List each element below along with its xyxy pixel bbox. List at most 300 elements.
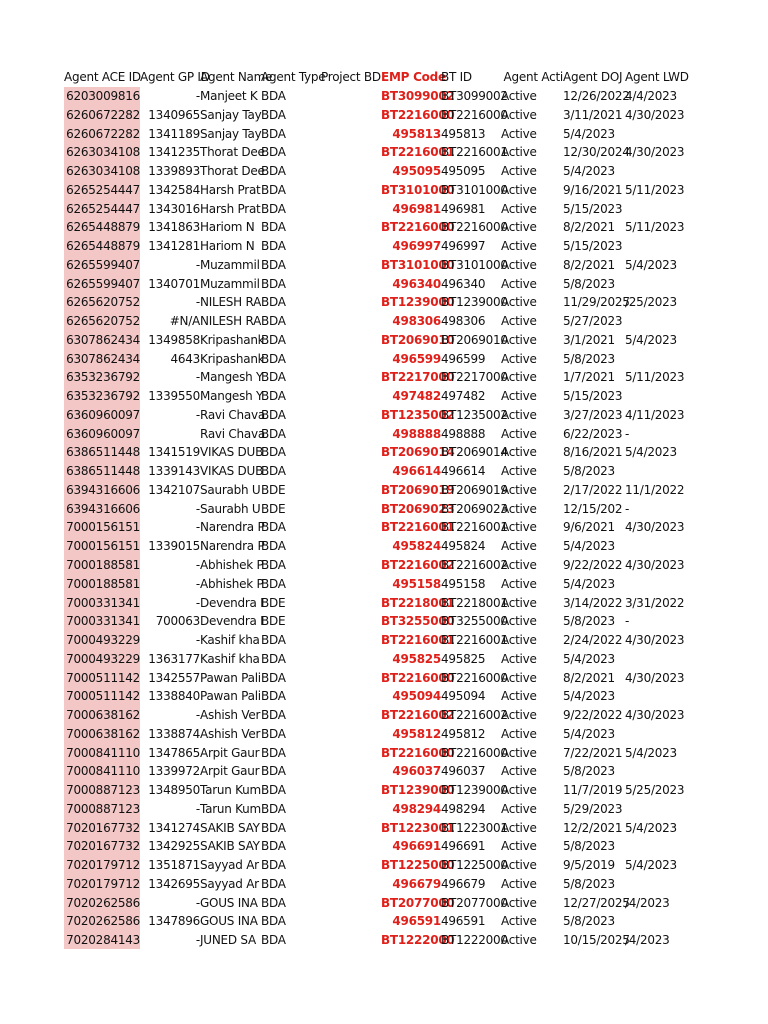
table-row <box>0 556 768 575</box>
cell-emp-code: BT2217000 <box>381 370 455 385</box>
cell-agent-type: BDA <box>261 107 286 122</box>
header-agent-ace-id: Agent ACE ID <box>64 70 141 84</box>
cell-agent-active: Active <box>501 145 537 160</box>
cell-bt-id: BT1225000 <box>441 858 508 873</box>
cell-agent-gp-id: - <box>195 595 200 610</box>
table-row <box>0 387 768 406</box>
cell-emp-code: BT2216000 <box>381 107 455 122</box>
cell-agent-active: Active <box>501 801 537 816</box>
table-row <box>0 612 768 631</box>
cell-agent-lwd <box>625 650 689 669</box>
cell-agent-doj: 5/8/2023 <box>563 839 615 854</box>
cell-agent-name: VIKAS DUB <box>200 464 264 479</box>
cell-agent-doj: 12/27/2025 <box>563 895 630 910</box>
cell-agent-name: Pawan Pali <box>200 689 261 704</box>
header-row <box>0 68 768 87</box>
cell-agent-doj: 5/4/2023 <box>563 726 615 741</box>
table-row <box>0 894 768 913</box>
cell-agent-gp-id: 1341235 <box>148 145 200 160</box>
cell-agent-doj: 3/11/2021 <box>563 107 623 122</box>
cell-agent-gp-id: 1340965 <box>148 107 200 122</box>
cell-agent-active: Active <box>501 482 537 497</box>
table-row <box>0 819 768 838</box>
cell-agent-active: Active <box>501 576 537 591</box>
cell-agent-name: Saurabh U <box>200 482 261 497</box>
cell-agent-ace-id: 6360960097 <box>66 407 140 422</box>
cell-bt-id: 498306 <box>441 314 486 329</box>
cell-agent-name: Mangesh Y <box>200 370 264 385</box>
cell-emp-code: 496599 <box>392 351 441 366</box>
cell-emp-code: 495094 <box>392 689 441 704</box>
cell-emp-code: 495812 <box>392 726 441 741</box>
cell-agent-doj: 5/4/2023 <box>563 689 615 704</box>
cell-agent-ace-id: 6260672282 <box>66 107 140 122</box>
cell-agent-name: NILESH RA <box>200 314 262 329</box>
cell-project-bd <box>321 725 381 744</box>
cell-agent-name: Narendra P <box>200 520 265 535</box>
cell-agent-name: Kripashank <box>200 351 265 366</box>
cell-agent-ace-id: 6260672282 <box>66 126 140 141</box>
cell-agent-type: BDA <box>261 164 286 179</box>
cell-agent-gp-id: - <box>195 89 200 103</box>
table-row <box>0 800 768 819</box>
cell-agent-ace-id: 6265599407 <box>66 257 140 272</box>
cell-agent-name: Tarun Kum <box>200 783 261 798</box>
cell-emp-code: BT2216000 <box>381 220 455 235</box>
cell-agent-gp-id: - <box>195 933 200 948</box>
cell-agent-doj: 5/4/2023 <box>563 164 615 179</box>
cell-agent-gp-id: 1339893 <box>148 164 200 179</box>
cell-agent-lwd <box>625 275 689 294</box>
cell-emp-code: 496997 <box>392 239 441 254</box>
cell-agent-name: Muzammil <box>200 257 260 272</box>
table-row <box>0 594 768 613</box>
cell-agent-gp-id: 1348950 <box>148 783 200 798</box>
cell-emp-code: 496679 <box>392 876 441 891</box>
cell-agent-ace-id: 6265448879 <box>66 220 140 235</box>
cell-agent-lwd: 4/30/2023 <box>625 708 685 723</box>
cell-project-bd <box>321 781 381 800</box>
cell-agent-doj: 12/2/2021 <box>563 820 623 835</box>
cell-project-bd <box>321 406 381 425</box>
cell-bt-id: BT2216000 <box>441 745 508 760</box>
cell-agent-type: BDA <box>261 914 286 929</box>
cell-agent-gp-id: - <box>195 895 200 910</box>
cell-agent-type: BDA <box>261 370 286 385</box>
cell-agent-active: Active <box>501 914 537 929</box>
cell-project-bd <box>321 762 381 781</box>
table-row <box>0 181 768 200</box>
cell-agent-name: Harsh Prat <box>200 201 261 216</box>
cell-agent-name: Kashif kha <box>200 651 260 666</box>
cell-bt-id: BT3099002 <box>441 89 508 103</box>
cell-agent-type: BDA <box>261 520 286 535</box>
cell-agent-type: BDA <box>261 145 286 160</box>
cell-emp-code: 495824 <box>392 539 441 554</box>
cell-project-bd <box>321 706 381 725</box>
cell-agent-type: BDA <box>261 708 286 723</box>
cell-agent-active: Active <box>501 595 537 610</box>
cell-agent-active: Active <box>501 520 537 535</box>
cell-agent-active: Active <box>501 708 537 723</box>
cell-agent-lwd <box>625 237 689 256</box>
cell-emp-code: BT2216000 <box>381 745 455 760</box>
cell-agent-type: BDA <box>261 933 286 948</box>
cell-agent-ace-id: 6360960097 <box>66 426 140 441</box>
cell-agent-type: BDA <box>261 126 286 141</box>
cell-agent-ace-id: 7000638162 <box>66 726 140 741</box>
table-row <box>0 368 768 387</box>
cell-agent-type: BDA <box>261 426 286 441</box>
header-agent-lwd: Agent LWD <box>625 70 689 84</box>
cell-agent-type: BDA <box>261 633 286 648</box>
cell-project-bd <box>321 368 381 387</box>
cell-agent-active: Active <box>501 426 537 441</box>
table-row <box>0 331 768 350</box>
cell-agent-ace-id: 7000493229 <box>66 651 140 666</box>
cell-agent-lwd: 5/4/2023 <box>625 858 677 873</box>
cell-agent-name: Sanjay Tay <box>200 126 262 141</box>
cell-agent-gp-id: 1341863 <box>148 220 200 235</box>
cell-bt-id: BT3101000 <box>441 257 508 272</box>
cell-agent-type: BDA <box>261 389 286 404</box>
cell-bt-id: 498888 <box>441 426 486 441</box>
cell-agent-active: Active <box>501 257 537 272</box>
cell-agent-lwd <box>625 575 689 594</box>
cell-agent-active: Active <box>501 370 537 385</box>
cell-bt-id: BT3255000 <box>441 614 508 629</box>
cell-agent-name: SAKIB SAY <box>200 839 260 854</box>
header-bt-id: BT ID <box>441 70 472 84</box>
cell-agent-active: Active <box>501 614 537 629</box>
cell-project-bd <box>321 819 381 838</box>
cell-agent-gp-id: 1339015 <box>148 539 200 554</box>
cell-agent-ace-id: 7020179712 <box>66 858 140 873</box>
cell-agent-gp-id: - <box>195 295 200 310</box>
cell-agent-name: Devendra I <box>200 595 264 610</box>
cell-agent-lwd: 5/4/2023 <box>625 820 677 835</box>
cell-agent-type: BDA <box>261 182 286 197</box>
cell-agent-active: Active <box>501 407 537 422</box>
cell-bt-id: BT1239000 <box>441 783 508 798</box>
cell-agent-lwd: - <box>625 426 630 441</box>
cell-agent-lwd: 5/25/2023 <box>625 783 685 798</box>
cell-agent-type: BDE <box>261 595 286 610</box>
cell-agent-doj: 8/2/2021 <box>563 257 615 272</box>
cell-agent-ace-id: 7000188581 <box>66 558 140 572</box>
cell-agent-name: Thorat Dee <box>200 164 265 179</box>
cell-agent-gp-id: 1341274 <box>148 820 200 835</box>
cell-bt-id: 495825 <box>441 651 486 666</box>
cell-agent-gp-id: 1342557 <box>148 670 200 685</box>
cell-agent-name: Abhishek P <box>200 576 264 591</box>
cell-agent-name: Devendra I <box>200 614 264 629</box>
cell-agent-name: GOUS INA <box>200 914 258 929</box>
cell-emp-code: 498888 <box>392 426 441 441</box>
cell-agent-gp-id: - <box>195 576 200 591</box>
table-row <box>0 500 768 519</box>
cell-agent-name: Arpit Gaur <box>200 764 260 779</box>
cell-emp-code: BT2216001 <box>381 520 455 535</box>
cell-bt-id: BT2216001 <box>441 145 508 160</box>
table-row <box>0 481 768 500</box>
cell-agent-active: Active <box>501 633 537 648</box>
cell-agent-type: BDA <box>261 670 286 685</box>
cell-bt-id: 495094 <box>441 689 486 704</box>
table-row <box>0 931 768 950</box>
cell-bt-id: BT2216002 <box>441 558 508 572</box>
cell-agent-name: Muzammil <box>200 276 260 291</box>
cell-agent-name: Sayyad Ar <box>200 876 259 891</box>
table-row <box>0 87 768 106</box>
cell-emp-code: BT2216001 <box>381 633 455 648</box>
cell-project-bd <box>321 143 381 162</box>
cell-agent-active: Active <box>501 464 537 479</box>
cell-agent-gp-id: 1338874 <box>148 726 200 741</box>
cell-agent-doj: 1/7/2021 <box>563 370 615 385</box>
cell-agent-lwd <box>625 687 689 706</box>
header-agent-gp-id: Agent GP ID <box>140 70 210 84</box>
cell-agent-name: Kripashank <box>200 332 265 347</box>
cell-agent-lwd: /4/2023 <box>625 895 670 910</box>
cell-agent-ace-id: 7000887123 <box>66 783 140 798</box>
cell-agent-active: Active <box>501 295 537 310</box>
cell-bt-id: 496591 <box>441 914 486 929</box>
cell-emp-code: BT3099002 <box>381 89 455 103</box>
cell-project-bd <box>321 537 381 556</box>
cell-emp-code: BT1225000 <box>381 858 455 873</box>
table-row <box>0 462 768 481</box>
table-row <box>0 875 768 894</box>
cell-emp-code: 496981 <box>392 201 441 216</box>
table-row <box>0 744 768 763</box>
cell-agent-doj: 12/15/202 <box>563 501 623 516</box>
cell-bt-id: BT2069023 <box>441 501 508 516</box>
cell-agent-gp-id: 1342925 <box>148 839 200 854</box>
cell-project-bd <box>321 331 381 350</box>
cell-agent-gp-id: 1343016 <box>148 201 200 216</box>
cell-agent-name: Sanjay Tay <box>200 107 262 122</box>
cell-bt-id: 495824 <box>441 539 486 554</box>
cell-project-bd <box>321 518 381 537</box>
cell-agent-doj: 11/29/2025 <box>563 295 630 310</box>
cell-agent-name: NILESH RA <box>200 295 262 310</box>
cell-agent-active: Active <box>501 670 537 685</box>
cell-agent-type: BDA <box>261 445 286 460</box>
cell-project-bd <box>321 125 381 144</box>
cell-agent-type: BDA <box>261 689 286 704</box>
cell-agent-doj: 5/27/2023 <box>563 314 623 329</box>
cell-emp-code: BT2216001 <box>381 145 455 160</box>
cell-agent-active: Active <box>501 89 537 103</box>
cell-project-bd <box>321 275 381 294</box>
table-row <box>0 275 768 294</box>
cell-emp-code: 496614 <box>392 464 441 479</box>
cell-agent-type: BDA <box>261 89 286 103</box>
cell-agent-name: Sayyad Ar <box>200 858 259 873</box>
cell-agent-gp-id: 1342584 <box>148 182 200 197</box>
cell-agent-ace-id: 7000841110 <box>66 745 140 760</box>
cell-bt-id: BT1223001 <box>441 820 508 835</box>
cell-agent-lwd <box>625 162 689 181</box>
cell-agent-lwd: 4/30/2023 <box>625 107 685 122</box>
cell-agent-name: Ravi Chava <box>200 426 265 441</box>
cell-bt-id: BT2216001 <box>441 520 508 535</box>
cell-agent-gp-id: - <box>195 257 200 272</box>
cell-agent-gp-id: 1339143 <box>148 464 200 479</box>
cell-agent-lwd: 4/4/2023 <box>625 89 677 103</box>
cell-agent-gp-id: 1340701 <box>148 276 200 291</box>
cell-agent-gp-id: 1349858 <box>148 332 200 347</box>
cell-agent-lwd <box>625 125 689 144</box>
cell-agent-lwd <box>625 312 689 331</box>
cell-bt-id: 495158 <box>441 576 486 591</box>
cell-agent-type: BDA <box>261 895 286 910</box>
cell-agent-name: VIKAS DUB <box>200 445 264 460</box>
header-agent-type: Agent Type <box>261 70 326 84</box>
cell-agent-gp-id: 1351871 <box>148 858 200 873</box>
cell-agent-ace-id: 7020284143 <box>66 933 140 948</box>
cell-bt-id: 498294 <box>441 801 486 816</box>
cell-bt-id: BT2216000 <box>441 220 508 235</box>
cell-project-bd <box>321 481 381 500</box>
cell-emp-code: 498294 <box>392 801 441 816</box>
cell-agent-type: BDA <box>261 464 286 479</box>
cell-agent-type: BDA <box>261 239 286 254</box>
cell-agent-doj: 9/5/2019 <box>563 858 615 873</box>
cell-agent-type: BDA <box>261 558 286 572</box>
cell-agent-doj: 11/7/2019 <box>563 783 623 798</box>
table-row <box>0 350 768 369</box>
header-project-bd: Project BD <box>321 70 381 84</box>
cell-agent-ace-id: 7020167732 <box>66 839 140 854</box>
cell-bt-id: BT2069019 <box>441 482 508 497</box>
cell-emp-code: 498306 <box>392 314 441 329</box>
cell-emp-code: 495813 <box>392 126 441 141</box>
cell-project-bd <box>321 350 381 369</box>
cell-project-bd <box>321 106 381 125</box>
cell-agent-doj: 9/22/2022 <box>563 558 623 572</box>
cell-agent-ace-id: 7000887123 <box>66 801 140 816</box>
table-row <box>0 293 768 312</box>
cell-agent-name: Mangesh Y <box>200 389 264 404</box>
cell-agent-doj: 3/27/2023 <box>563 407 623 422</box>
cell-project-bd <box>321 875 381 894</box>
cell-agent-doj: 5/4/2023 <box>563 126 615 141</box>
cell-agent-ace-id: 6353236792 <box>66 389 140 404</box>
table-row <box>0 406 768 425</box>
cell-agent-lwd: 11/1/2022 <box>625 482 685 497</box>
cell-emp-code: BT2069014 <box>381 445 455 460</box>
cell-agent-gp-id: 1338840 <box>148 689 200 704</box>
table-row <box>0 912 768 931</box>
cell-project-bd <box>321 425 381 444</box>
cell-agent-ace-id: 6265448879 <box>66 239 140 254</box>
cell-agent-ace-id: 7000638162 <box>66 708 140 723</box>
cell-agent-name: Manjeet K <box>200 89 258 103</box>
cell-agent-active: Active <box>501 107 537 122</box>
cell-agent-name: Ravi Chava <box>200 407 265 422</box>
cell-agent-lwd: 5/4/2023 <box>625 745 677 760</box>
cell-bt-id: BT2218001 <box>441 595 508 610</box>
cell-bt-id: BT2077000 <box>441 895 508 910</box>
cell-agent-lwd <box>625 200 689 219</box>
cell-emp-code: 496037 <box>392 764 441 779</box>
cell-agent-doj: 8/2/2021 <box>563 670 615 685</box>
table-row <box>0 856 768 875</box>
cell-agent-doj: 7/22/2021 <box>563 745 623 760</box>
cell-agent-active: Active <box>501 839 537 854</box>
cell-agent-ace-id: 7020167732 <box>66 820 140 835</box>
cell-agent-doj: 12/26/2022 <box>563 89 630 103</box>
cell-agent-active: Active <box>501 558 537 572</box>
cell-agent-gp-id: 4643 <box>170 351 200 366</box>
cell-bt-id: BT3101000 <box>441 182 508 197</box>
cell-agent-lwd <box>625 912 689 931</box>
cell-project-bd <box>321 669 381 688</box>
cell-agent-type: BDA <box>261 314 286 329</box>
cell-agent-lwd <box>625 387 689 406</box>
cell-agent-type: BDA <box>261 764 286 779</box>
cell-agent-gp-id: 1341189 <box>148 126 200 141</box>
cell-project-bd <box>321 650 381 669</box>
cell-emp-code: BT2069023 <box>381 501 455 516</box>
cell-agent-active: Active <box>501 726 537 741</box>
cell-agent-doj: 5/8/2023 <box>563 876 615 891</box>
cell-agent-lwd: 3/31/2022 <box>625 595 685 610</box>
cell-agent-gp-id: 1342107 <box>148 482 200 497</box>
cell-agent-ace-id: 7000331341 <box>66 595 140 610</box>
table-row <box>0 125 768 144</box>
cell-agent-doj: 5/8/2023 <box>563 614 615 629</box>
cell-emp-code: BT2216002 <box>381 558 455 572</box>
cell-agent-gp-id <box>140 425 200 444</box>
cell-agent-lwd: 4/30/2023 <box>625 520 685 535</box>
cell-agent-lwd: 5/11/2023 <box>625 220 685 235</box>
cell-agent-name: Narendra P <box>200 539 265 554</box>
cell-bt-id: 497482 <box>441 389 486 404</box>
cell-agent-gp-id: 1347865 <box>148 745 200 760</box>
header-emp-code: EMP Code <box>381 70 446 84</box>
cell-agent-type: BDA <box>261 651 286 666</box>
cell-agent-gp-id: - <box>195 370 200 385</box>
cell-agent-type: BDA <box>261 745 286 760</box>
cell-project-bd <box>321 443 381 462</box>
cell-agent-active: Active <box>501 164 537 179</box>
cell-bt-id: 496997 <box>441 239 486 254</box>
cell-agent-active: Active <box>501 783 537 798</box>
cell-agent-doj: 9/16/2021 <box>563 182 623 197</box>
cell-agent-doj: 12/30/2024 <box>563 145 630 160</box>
cell-agent-ace-id: 7000493229 <box>66 633 140 648</box>
cell-agent-doj: 5/29/2023 <box>563 801 623 816</box>
cell-bt-id: BT2216001 <box>441 633 508 648</box>
cell-agent-ace-id: 7000841110 <box>66 764 140 779</box>
cell-agent-type: BDA <box>261 820 286 835</box>
cell-agent-name: Hariom N <box>200 220 255 235</box>
cell-agent-name: Harsh Prat <box>200 182 261 197</box>
cell-agent-lwd: 5/4/2023 <box>625 445 677 460</box>
cell-agent-lwd: 5/4/2023 <box>625 332 677 347</box>
cell-agent-active: Active <box>501 182 537 197</box>
cell-agent-name: Hariom N <box>200 239 255 254</box>
cell-bt-id: BT2069010 <box>441 332 508 347</box>
cell-agent-lwd <box>625 800 689 819</box>
cell-agent-lwd: 5/4/2023 <box>625 257 677 272</box>
cell-agent-lwd <box>625 462 689 481</box>
table-row <box>0 200 768 219</box>
cell-agent-lwd: 5/11/2023 <box>625 182 685 197</box>
